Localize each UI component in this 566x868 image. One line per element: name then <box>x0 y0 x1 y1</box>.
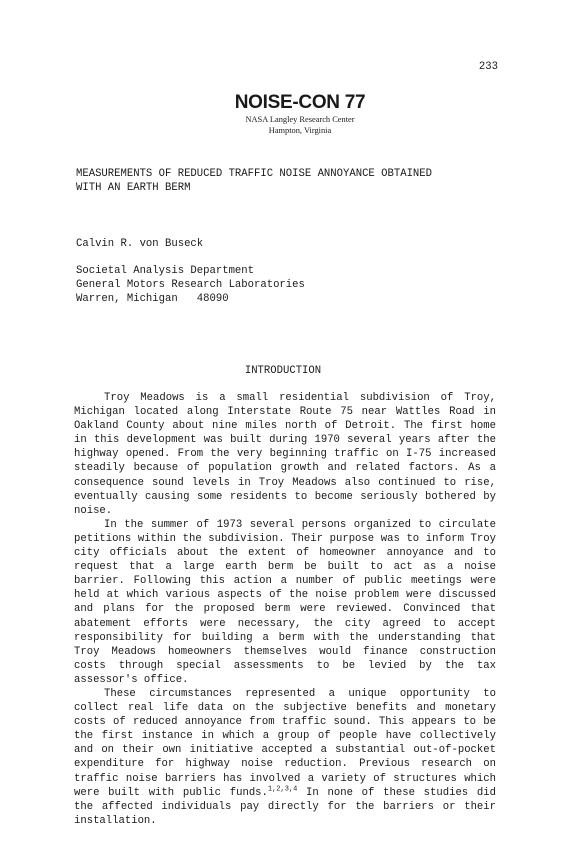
affiliation-department: Societal Analysis Department <box>76 265 255 277</box>
paper-title-line-2: WITH AN EARTH BERM <box>76 182 191 195</box>
paragraph: Troy Meadows is a small residential subdivision of Troy, Michigan located along Interstate Route 75 near Wattles Road in Oakland County about nine miles north of Detroit. The first home in this development was built during 1970 several years after the highway opened. From the very beginning traffic on I-75 increased steadily because of population growth and related factors. As a consequence sound levels in Troy Meadows also continued to rise, eventually causing some residents to become seriously bothered by noise. <box>74 392 496 517</box>
paper-title <box>76 167 496 195</box>
affiliation-organization: General Motors Research Laboratories <box>76 279 305 292</box>
page-number: 233 <box>478 61 498 73</box>
conference-venue: NASA Langley Research Center <box>245 115 355 124</box>
conference-name: NOISE-CON 77 <box>234 92 366 113</box>
affiliation-address: Warren, Michigan 48090 <box>76 293 229 306</box>
paragraph-text: In none of these studies did the affected individuals pay directly for the barriers or their installation. <box>74 786 496 827</box>
conference-header <box>0 92 566 136</box>
conference-location: Hampton, Virginia <box>268 126 332 135</box>
paper-title-line-1: MEASUREMENTS OF REDUCED TRAFFIC NOISE ANNOYANCE OBTAINED <box>76 168 433 180</box>
section-body <box>74 391 496 828</box>
paragraph: In the summer of 1973 several persons organized to circulate petitions within the subdivision. Their purpose was to inform Troy city officials about the extent of homeowner annoyance and to request that a large earth berm be built to act as a noise barrier. Following this action a number of public meetings were held at which various aspects of the noise problem were discussed and plans for the proposed berm were reviewed. Convinced that abatement efforts were necessary, the city agreed to accept responsibility for building a berm with the understanding that Troy Meadows homeowners themselves would finance construction costs through special assessments to be levied by the tax assessor's office. <box>74 518 496 686</box>
paragraph <box>74 687 496 828</box>
paragraph-text: These circumstances represented a unique opportunity to collect real life data on the subjective benefits and monetary costs of reduced annoyance from traffic sound. This appears to be the first instance in which a group of people have collectively and on their own initiative accepted a substantial out-of-pocket expenditure for highway noise reduction. Previous research on traffic noise barriers has involved a variety of structures which were built with public funds. <box>74 687 496 799</box>
author-name: Calvin R. von Buseck <box>76 238 204 250</box>
author-affiliation <box>76 264 305 306</box>
section-heading-text: INTRODUCTION <box>244 365 322 377</box>
section-heading <box>0 364 566 378</box>
reference-superscript: 1,2,3,4 <box>267 785 298 794</box>
